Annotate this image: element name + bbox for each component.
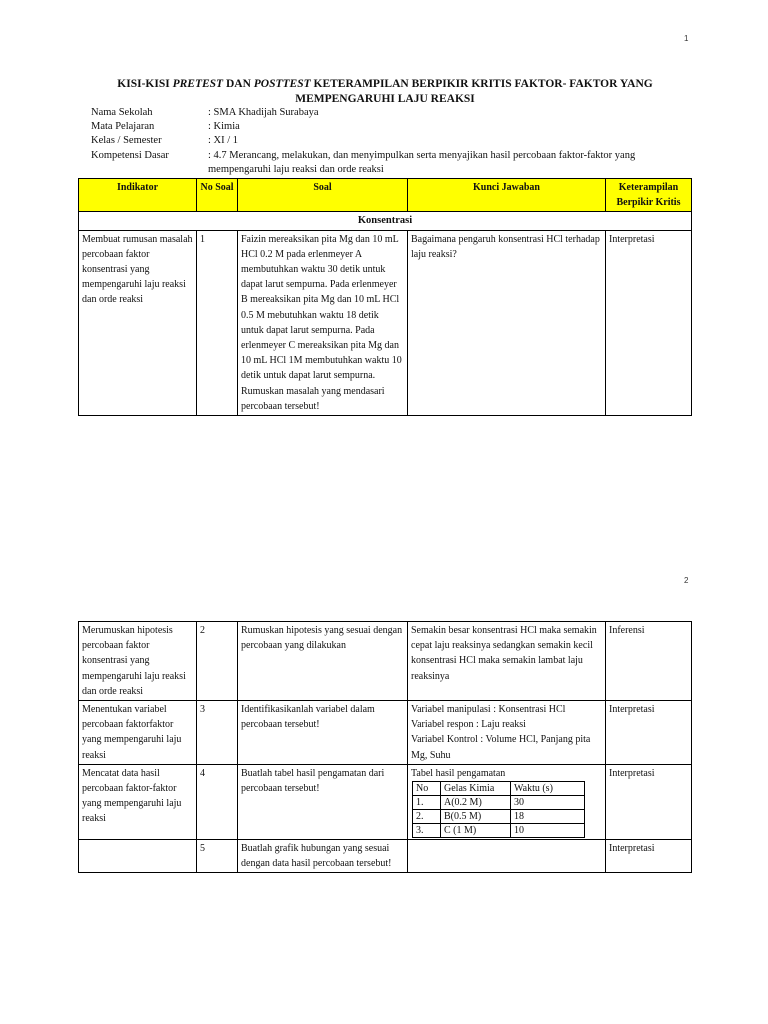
obs-header: Waktu (s) — [511, 782, 585, 796]
title-text: DAN — [223, 78, 254, 90]
kunci-title: Tabel hasil pengamatan — [411, 767, 506, 779]
table-row — [79, 701, 692, 765]
obs-cell: A(0.2 M) — [441, 796, 511, 810]
meta-row-competency — [91, 149, 691, 177]
identity-block — [91, 106, 691, 177]
meta-row-school — [91, 106, 691, 120]
cell-kunci: Bagaimana pengaruh konsentrasi HCl terhadap laju reaksi? — [408, 230, 606, 415]
cell-keterampilan: Interpretasi — [606, 701, 692, 765]
cell-kunci — [408, 764, 606, 839]
meta-value: : 4.7 Merancang, melakukan, dan menyimpulkan serta menyajikan hasil percobaan faktor-faktor yang mempengaruhi laju reaksi dan orde reaksi — [208, 149, 636, 175]
cell-indikator: Mencatat data hasil percobaan faktor-faktor yang mempengaruhi laju reaksi — [79, 764, 197, 839]
cell-soal: Identifikasikanlah variabel dalam percobaan tersebut! — [238, 701, 408, 765]
obs-cell: B(0.5 M) — [441, 810, 511, 824]
meta-label: Mata Pelajaran — [91, 121, 155, 133]
cell-keterampilan: Interpretasi — [606, 840, 692, 873]
kunci-line: Variabel Kontrol : Volume HCl, Panjang pita Mg, Suhu — [411, 734, 591, 761]
section-row — [79, 212, 692, 230]
meta-value: : XI / 1 — [208, 135, 239, 147]
grid-table-page-2 — [78, 621, 692, 873]
obs-header: No — [413, 782, 441, 796]
obs-cell: 18 — [511, 810, 585, 824]
cell-indikator: Merumuskan hipotesis percobaan faktor konsentrasi yang mempengaruhi laju reaksi dan orde reaksi — [79, 622, 197, 701]
table-header-row — [79, 179, 692, 212]
header-soal: Soal — [238, 179, 408, 212]
meta-label: Kompetensi Dasar — [91, 149, 169, 161]
page-number-1: 1 — [684, 34, 689, 43]
meta-value: : SMA Khadijah Surabaya — [208, 107, 319, 118]
obs-cell: 2. — [413, 810, 441, 824]
obs-cell: 3. — [413, 824, 441, 838]
grid-table-page-1 — [78, 178, 692, 416]
cell-soal: Faizin mereaksikan pita Mg dan 10 mL HCl 0.2 M pada erlenmeyer A membutuhkan waktu 30 detik untuk dapat larut sempurna. Pada erlenmeyer B mereaksikan pita Mg dan 10 mL HCl 0.5 M mebutuhkan waktu 18 detik untuk dapat larut sempurna. Pada erlenmeyer C mereaksikan pita Mg dan 10 mL HCl 1M membutuhkan waktu 10 detik untuk dapat larut sempurna. Rumuskan masalah yang mendasari percobaan tersebut! — [238, 230, 408, 415]
meta-row-subject — [91, 120, 691, 134]
cell-no: 3 — [197, 701, 238, 765]
cell-no: 1 — [197, 230, 238, 415]
obs-cell: C (1 M) — [441, 824, 511, 838]
cell-indikator: Menentukan variabel percobaan faktorfaktor yang mempengaruhi laju reaksi — [79, 701, 197, 765]
observation-header-row — [413, 782, 585, 796]
meta-value: : Kimia — [208, 121, 240, 133]
table-row — [79, 764, 692, 839]
meta-row-class — [91, 134, 691, 148]
title-text: KETERAMPILAN BERPIKIR KRITIS FAKTOR- FAKTOR YANG — [310, 78, 653, 90]
table-row — [79, 230, 692, 415]
cell-indikator: Membuat rumusan masalah percobaan faktor konsentrasi yang mempengaruhi laju reaksi dan orde reaksi — [79, 230, 197, 415]
document-title-line-1 — [80, 77, 690, 92]
header-kunci-jawaban: Kunci Jawaban — [408, 179, 606, 212]
cell-soal: Rumuskan hipotesis yang sesuai dengan percobaan yang dilakukan — [238, 622, 408, 701]
observation-row — [413, 824, 585, 838]
meta-label: Kelas / Semester — [91, 135, 162, 147]
cell-kunci: Semakin besar konsentrasi HCl maka semakin cepat laju reaksinya sedangkan semakin kecil konsentrasi HCl maka semakin lambat laju reaksinya — [408, 622, 606, 701]
observation-row — [413, 796, 585, 810]
cell-kunci — [408, 840, 606, 873]
kunci-line: Variabel respon : Laju reaksi — [411, 719, 526, 731]
header-keterampilan: Keterampilan Berpikir Kritis — [606, 179, 692, 212]
cell-no: 4 — [197, 764, 238, 839]
header-indikator: Indikator — [79, 179, 197, 212]
header-no-soal: No Soal — [197, 179, 238, 212]
meta-label: Nama Sekolah — [91, 107, 153, 118]
obs-header: Gelas Kimia — [441, 782, 511, 796]
cell-no: 5 — [197, 840, 238, 873]
observation-row — [413, 810, 585, 824]
title-text: KISI-KISI — [117, 78, 173, 90]
cell-keterampilan: Interpretasi — [606, 230, 692, 415]
obs-cell: 30 — [511, 796, 585, 810]
cell-indikator — [79, 840, 197, 873]
cell-no: 2 — [197, 622, 238, 701]
obs-cell: 1. — [413, 796, 441, 810]
table-row — [79, 622, 692, 701]
document-title-line-2: MEMPENGARUHI LAJU REAKSI — [295, 93, 475, 105]
title-pretest: PRETEST — [172, 78, 224, 90]
page-number-2: 2 — [684, 576, 689, 585]
table-row — [79, 840, 692, 873]
cell-keterampilan: Inferensi — [606, 622, 692, 701]
obs-cell: 10 — [511, 824, 585, 838]
cell-kunci — [408, 701, 606, 765]
cell-soal: Buatlah tabel hasil pengamatan dari percobaan tersebut! — [238, 764, 408, 839]
title-posttest: POSTTEST — [253, 78, 311, 90]
cell-keterampilan: Interpretasi — [606, 764, 692, 839]
section-konsentrasi: Konsentrasi — [79, 212, 692, 230]
cell-soal: Buatlah grafik hubungan yang sesuai dengan data hasil percobaan tersebut! — [238, 840, 408, 873]
observation-table — [412, 781, 585, 838]
kunci-line: Variabel manipulasi : Konsentrasi HCl — [411, 704, 566, 716]
